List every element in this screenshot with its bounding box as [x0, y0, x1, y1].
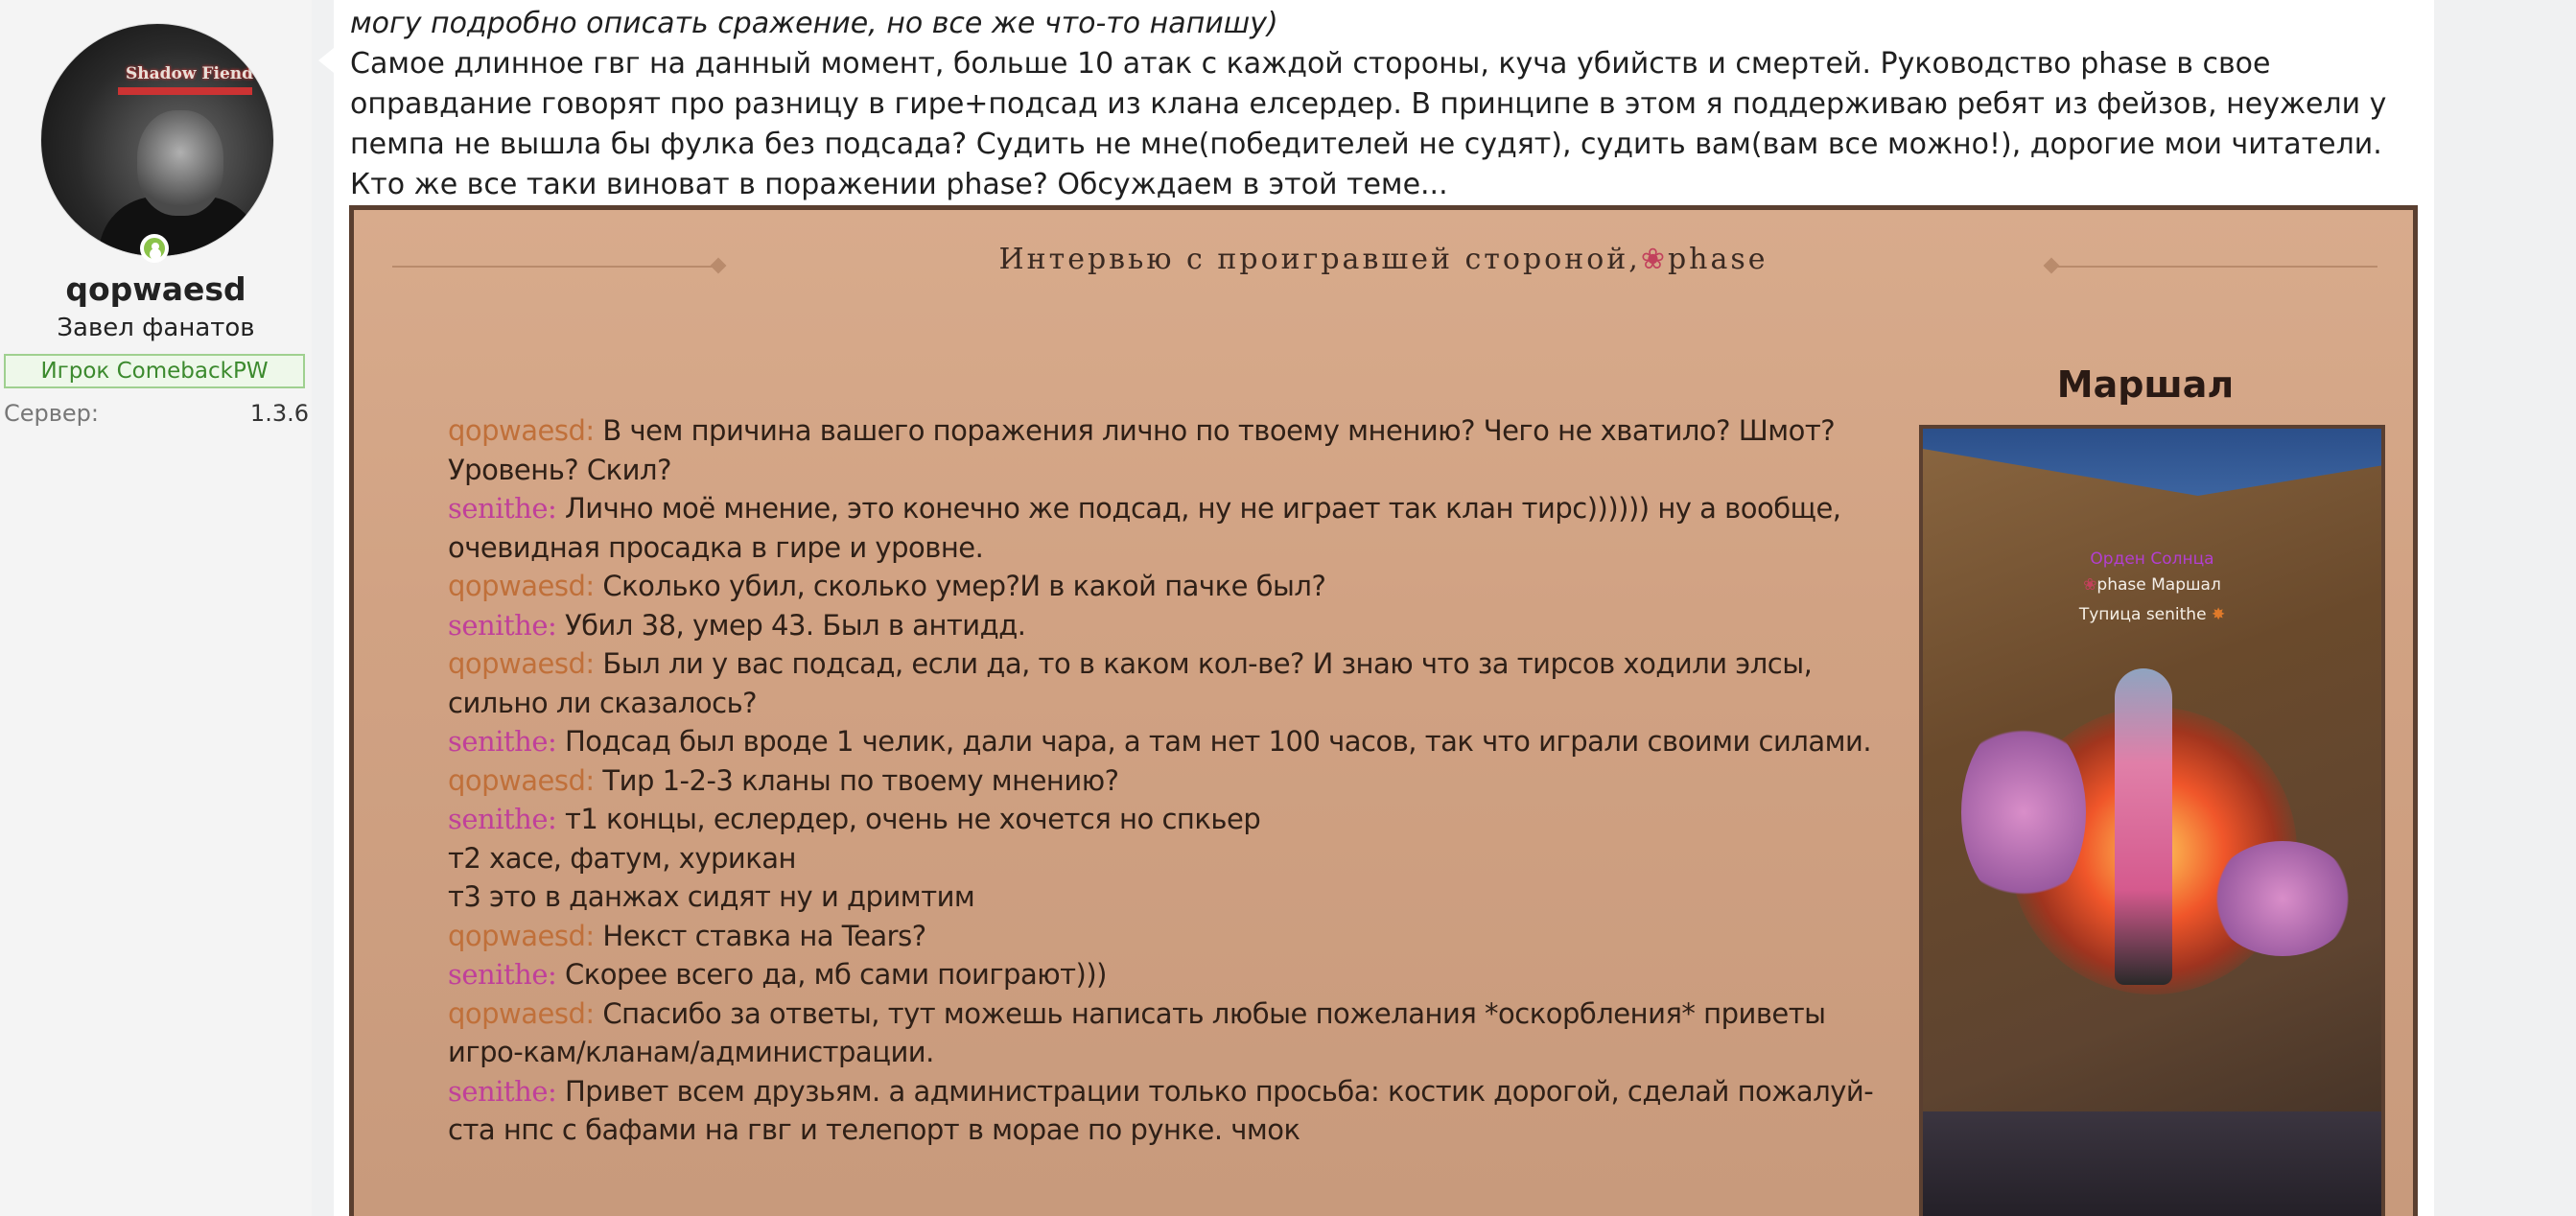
dialogue-text: т2 хасе, фатум, хурикан [448, 841, 796, 875]
question-speaker: qopwaesd: [448, 414, 595, 447]
server-value: 1.3.6 [249, 400, 309, 427]
dialogue-text: Сколько убил, сколько умер?И в какой пачке был? [594, 570, 1326, 602]
question-speaker: qopwaesd: [448, 647, 595, 680]
question-speaker: qopwaesd: [448, 763, 595, 797]
ingame-name-label [1923, 575, 2381, 595]
dialogue-line [448, 489, 1906, 567]
question-speaker: qopwaesd: [448, 919, 595, 952]
dialogue-text: Спасибо за ответы, тут можешь написать любые пожелания *оскорбления* приветы игро-кам/кланам/администрации. [448, 996, 1826, 1068]
answer-speaker: senithe: [448, 803, 557, 835]
dialogue-text: Тир 1-2-3 кланы по твоему мнению? [594, 763, 1119, 797]
question-speaker: qopwaesd: [448, 570, 595, 602]
message-body [334, 0, 2434, 1216]
dialogue-line [448, 761, 1906, 801]
dialogue-line [448, 722, 1906, 761]
dialogue-text: Скорее всего да, мб сами поиграют))) [556, 958, 1107, 991]
user-banner: Игрок ComebackPW [4, 354, 305, 388]
avatar-caption: Shadow Fiend [126, 64, 254, 83]
dialogue-line [448, 994, 1906, 1072]
dialogue-line [448, 955, 1906, 994]
screenshot-wing-left [1961, 716, 2086, 908]
dialogue-text: т3 это в данжах сидят ну и дримтим [448, 880, 975, 913]
dialogue-line [448, 644, 1906, 722]
dialogue-line [448, 567, 1906, 606]
username-link[interactable]: qopwaesd [65, 270, 246, 308]
ingame-guild-label: Орден Солнца [2090, 550, 2214, 569]
dialogue-line [448, 606, 1906, 645]
clan-flag-icon: ❀ [1640, 243, 1668, 276]
ingame-title-text: Тупица senithe [2078, 605, 2207, 624]
screenshot-ground [1923, 1111, 2381, 1216]
server-label: Сервер: [4, 400, 99, 427]
post-paragraph: Самое длинное гвг на данный момент, больше 10 атак с каждой стороны, куча убийств и смертей. Руководство phase в свое оправдание говорят про разницу в гире+подсад из клана елсердер. В принципе в этом я поддерживаю ребят из фейзов, неужели у пемпа не вышла бы фулка без подсада? Судить не мне(победителей не судят), судить вам(вам все можно!), дорогие мои читатели. Кто же все таки виноват в поражении phase? Обсуждаем в этой теме... [350, 47, 2387, 201]
dialogue-text: Был ли у вас подсад, если да, то в каком кол-ве? И знаю что за тирсов ходили элсы, сильно ли сказалось? [448, 647, 1813, 719]
question-speaker: qopwaesd: [448, 996, 595, 1030]
dialogue-text: т1 концы, еслердер, очень не хочется но спкьер [556, 803, 1261, 835]
answer-speaker: senithe: [448, 1074, 557, 1108]
emblem-icon: ✸ [2211, 605, 2226, 624]
dialogue-line [448, 877, 1906, 917]
dialogue-text: Некст ставка на Tears? [594, 919, 926, 952]
screenshot-wing-right [2211, 841, 2354, 956]
dialogue-text: Лично моё мнение, это конечно же подсад, ну не играет так клан тирс)))))) ну а вообще, очевидная просадка в гире и уровне. [448, 492, 1841, 564]
interview-image[interactable] [349, 205, 2418, 1216]
dialogue-text: Привет всем друзьям. а администрации только просьба: костик дорогой, сделай пожалуй-ста нпс с бафами на гвг и телепорт в морае по рунке. чмок [448, 1074, 1874, 1146]
online-status-icon [140, 234, 169, 263]
clan-flag-icon: ❀ [2083, 575, 2097, 595]
character-screenshot [1919, 425, 2385, 1216]
avatar[interactable] [40, 23, 274, 257]
answer-speaker: senithe: [448, 958, 557, 991]
marshal-label: Маршал [2056, 363, 2235, 406]
avatar-face [137, 110, 223, 216]
dialogue-line [448, 800, 1906, 839]
screenshot-character [2115, 668, 2172, 985]
dialogue-text: Убил 38, умер 43. Был в антидд. [556, 608, 1026, 642]
interview-dialogue [448, 411, 1906, 1150]
dialogue-line [448, 839, 1906, 878]
answer-speaker: senithe: [448, 608, 557, 642]
user-title: Завел фанатов [57, 314, 255, 342]
ingame-name-text: phase Маршал [2096, 575, 2221, 595]
dialogue-text: В чем причина вашего поражения лично по твоему мнению? Чего не хватило? Шмот? Уровень? Скил? [448, 414, 1836, 486]
interview-title [354, 243, 2413, 276]
user-profile [0, 0, 312, 1216]
answer-speaker: senithe: [448, 725, 557, 758]
dialogue-line [448, 411, 1906, 489]
screenshot-sky [1923, 429, 2381, 496]
avatar-hp-bar [118, 87, 252, 95]
post-italic-line: могу подробно описать сражение, но все же что-то напишу) [350, 7, 1278, 40]
dialogue-line [448, 917, 1906, 956]
dialogue-text: Подсад был вроде 1 челик, дали чара, а там нет 100 часов, так что играли своими силами. [556, 725, 1872, 758]
message-arrow [318, 48, 334, 73]
dialogue-line [448, 1072, 1906, 1150]
interview-title-clan: phase [1667, 243, 1768, 276]
ingame-title-label [1923, 605, 2381, 624]
answer-speaker: senithe: [448, 492, 557, 525]
interview-title-prefix: Интервью с проигравшей стороной, [998, 243, 1641, 276]
post-text [350, 4, 2422, 205]
